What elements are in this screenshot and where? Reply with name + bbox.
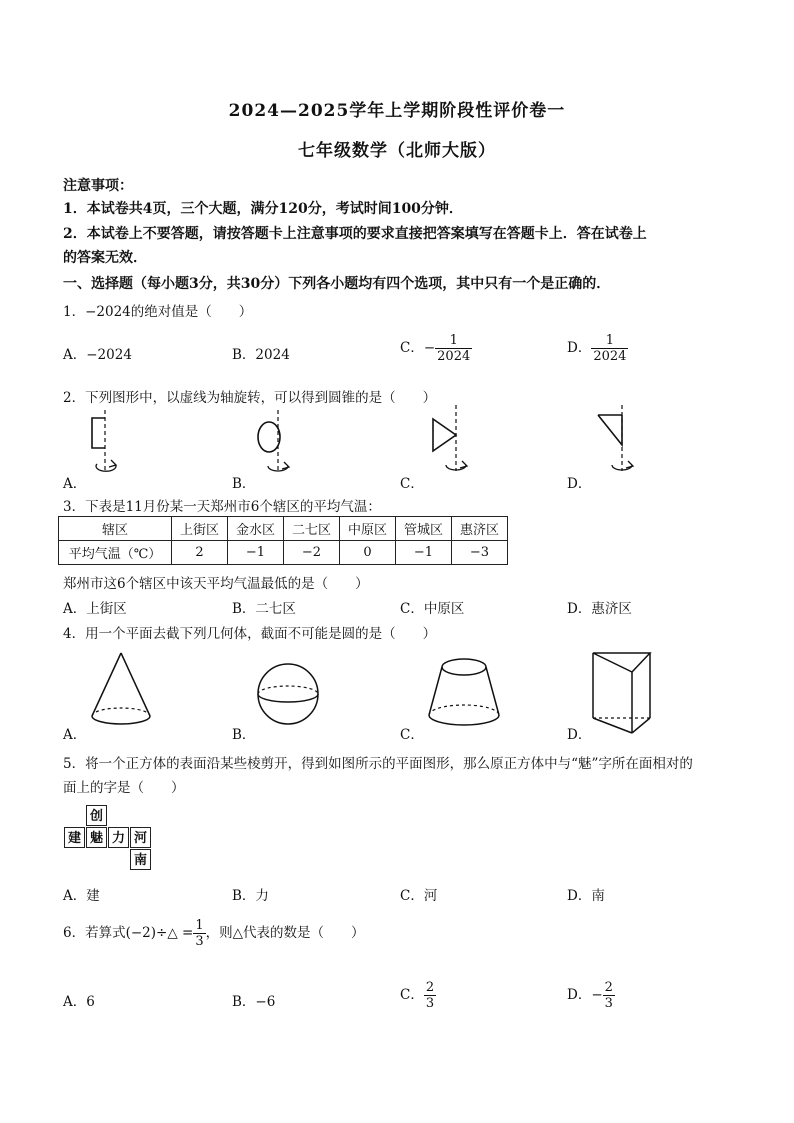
q2-figure-d-right-triangle xyxy=(592,405,647,482)
q4-option-b: B． xyxy=(232,727,256,743)
q3-option-c: C．中原区 xyxy=(400,601,465,617)
fraction-denominator: 2024 xyxy=(437,349,471,364)
q4-figure-c-frustum xyxy=(424,655,504,733)
table-cell: −1 xyxy=(228,541,284,565)
fraction-numerator: 2 xyxy=(604,980,613,995)
q4-figure-a-cone xyxy=(88,651,158,733)
q6-option-c xyxy=(400,980,436,1011)
q6-option-d-fraction xyxy=(603,980,615,1011)
q1-option-c-label: C．− xyxy=(400,340,436,356)
table-cell: −3 xyxy=(452,541,508,565)
q1-option-d-fraction xyxy=(591,333,628,364)
q1-option-b: B．2024 xyxy=(232,347,290,363)
q3-option-d: D．惠济区 xyxy=(567,601,632,617)
q6-stem-suffix: ，则△代表的数是（ ） xyxy=(205,925,365,941)
q1-option-d-label: D． xyxy=(567,340,592,356)
page-title: 2024—2025学年上学期阶段性评价卷一 xyxy=(228,101,566,121)
q4-stem: 4．用一个平面去截下列几何体，截面不可能是圆的是（ ） xyxy=(63,626,437,642)
q1-option-c xyxy=(400,333,472,364)
table-header-row xyxy=(59,517,508,541)
q5-stem-line-1: 5．将一个正方体的表面沿某些棱剪开，得到如图所示的平面图形，那么原正方体中与“魅”字所在面相对的 xyxy=(63,756,693,772)
q4-option-c: C． xyxy=(400,727,424,743)
notice-item-2b: 的答案无效． xyxy=(63,250,147,266)
q6-option-a: A．6 xyxy=(63,994,95,1010)
q2-figure-a-rectangle xyxy=(85,410,135,482)
q1-option-a: A．−2024 xyxy=(63,347,132,363)
q5-stem-line-2: 面上的字是（ ） xyxy=(63,780,185,796)
q6-stem xyxy=(63,918,365,949)
page-subtitle: 七年级数学（北师大版） xyxy=(298,141,496,161)
q2-option-d: D． xyxy=(567,476,592,492)
cube-net-figure xyxy=(64,805,156,873)
table-cell: −2 xyxy=(284,541,340,565)
table-cell: 中原区 xyxy=(340,517,396,541)
q2-option-b: B． xyxy=(232,476,256,492)
fraction-denominator: 3 xyxy=(195,934,204,949)
table-cell: 2 xyxy=(172,541,228,565)
fraction-denominator: 2024 xyxy=(593,349,627,364)
q5-option-c: C．河 xyxy=(400,888,438,904)
fraction-numerator: 2 xyxy=(425,980,435,995)
q4-option-a: A． xyxy=(63,727,87,743)
fraction-numerator: 1 xyxy=(605,333,615,348)
table-cell: 平均气温（℃） xyxy=(59,541,172,565)
q6-option-d xyxy=(567,980,615,1011)
q4-figure-b-sphere xyxy=(254,657,324,733)
q2-stem: 2．下列图形中，以虚线为轴旋转，可以得到圆锥的是（ ） xyxy=(63,390,437,406)
q2-figure-c-triangle xyxy=(428,405,478,482)
q1-stem: 1．−2024的绝对值是（ ） xyxy=(63,304,253,320)
q6-stem-fraction xyxy=(193,918,205,949)
q6-option-d-label: D．− xyxy=(567,987,603,1003)
net-cell: 建 xyxy=(64,827,85,848)
fraction-numerator: 1 xyxy=(195,918,204,933)
q1-option-d xyxy=(567,333,628,364)
q4-figure-d-prism xyxy=(590,650,660,735)
table-cell: 金水区 xyxy=(228,517,284,541)
q6-stem-prefix: 6．若算式(−2)÷△ = xyxy=(63,925,194,941)
table-cell: 二七区 xyxy=(284,517,340,541)
q5-option-d: D．南 xyxy=(567,888,605,904)
q6-option-c-label: C． xyxy=(400,987,424,1003)
q2-option-a: A． xyxy=(63,476,87,492)
fraction-denominator: 3 xyxy=(425,996,435,1011)
section-heading: 一、选择题（每小题3分，共30分）下列各小题均有四个选项，其中只有一个是正确的． xyxy=(63,276,611,292)
q3-stem: 3．下表是11月份某一天郑州市6个辖区的平均气温： xyxy=(63,499,381,515)
q3-option-b: B．二七区 xyxy=(232,601,296,617)
table-cell: −1 xyxy=(396,541,452,565)
q3-option-a: A．上街区 xyxy=(63,601,127,617)
notice-heading: 注意事项： xyxy=(63,178,133,194)
notice-item-1: 1．本试卷共4页，三个大题，满分120分，考试时间100分钟． xyxy=(63,201,463,217)
notice-item-2a: 2．本试卷上不要答题，请按答题卡上注意事项的要求直接把答案填写在答题卡上．答在试卷上 xyxy=(63,226,647,242)
net-cell: 魅 xyxy=(86,827,107,848)
fraction-numerator: 1 xyxy=(449,333,458,348)
net-cell: 南 xyxy=(130,849,151,870)
table-cell: 惠济区 xyxy=(452,517,508,541)
q2-figure-b-circle xyxy=(252,410,302,482)
q3-question: 郑州市这6个辖区中该天平均气温最低的是（ ） xyxy=(63,576,369,592)
q3-temperature-table xyxy=(58,516,508,565)
q6-option-b: B．−6 xyxy=(232,994,276,1010)
q1-option-c-fraction xyxy=(435,333,472,364)
table-cell: 辖区 xyxy=(59,517,172,541)
net-cell: 创 xyxy=(86,805,107,826)
q2-option-c: C． xyxy=(400,476,424,492)
net-cell: 河 xyxy=(130,827,151,848)
q4-option-d: D． xyxy=(567,727,592,743)
q5-option-b: B．力 xyxy=(232,888,269,904)
table-cell: 管城区 xyxy=(396,517,452,541)
table-cell: 上街区 xyxy=(172,517,228,541)
q6-option-c-fraction xyxy=(424,980,436,1011)
net-cell: 力 xyxy=(108,827,129,848)
q5-option-a: A．建 xyxy=(63,888,100,904)
table-cell: 0 xyxy=(340,541,396,565)
fraction-denominator: 3 xyxy=(604,996,613,1011)
table-row xyxy=(59,541,508,565)
